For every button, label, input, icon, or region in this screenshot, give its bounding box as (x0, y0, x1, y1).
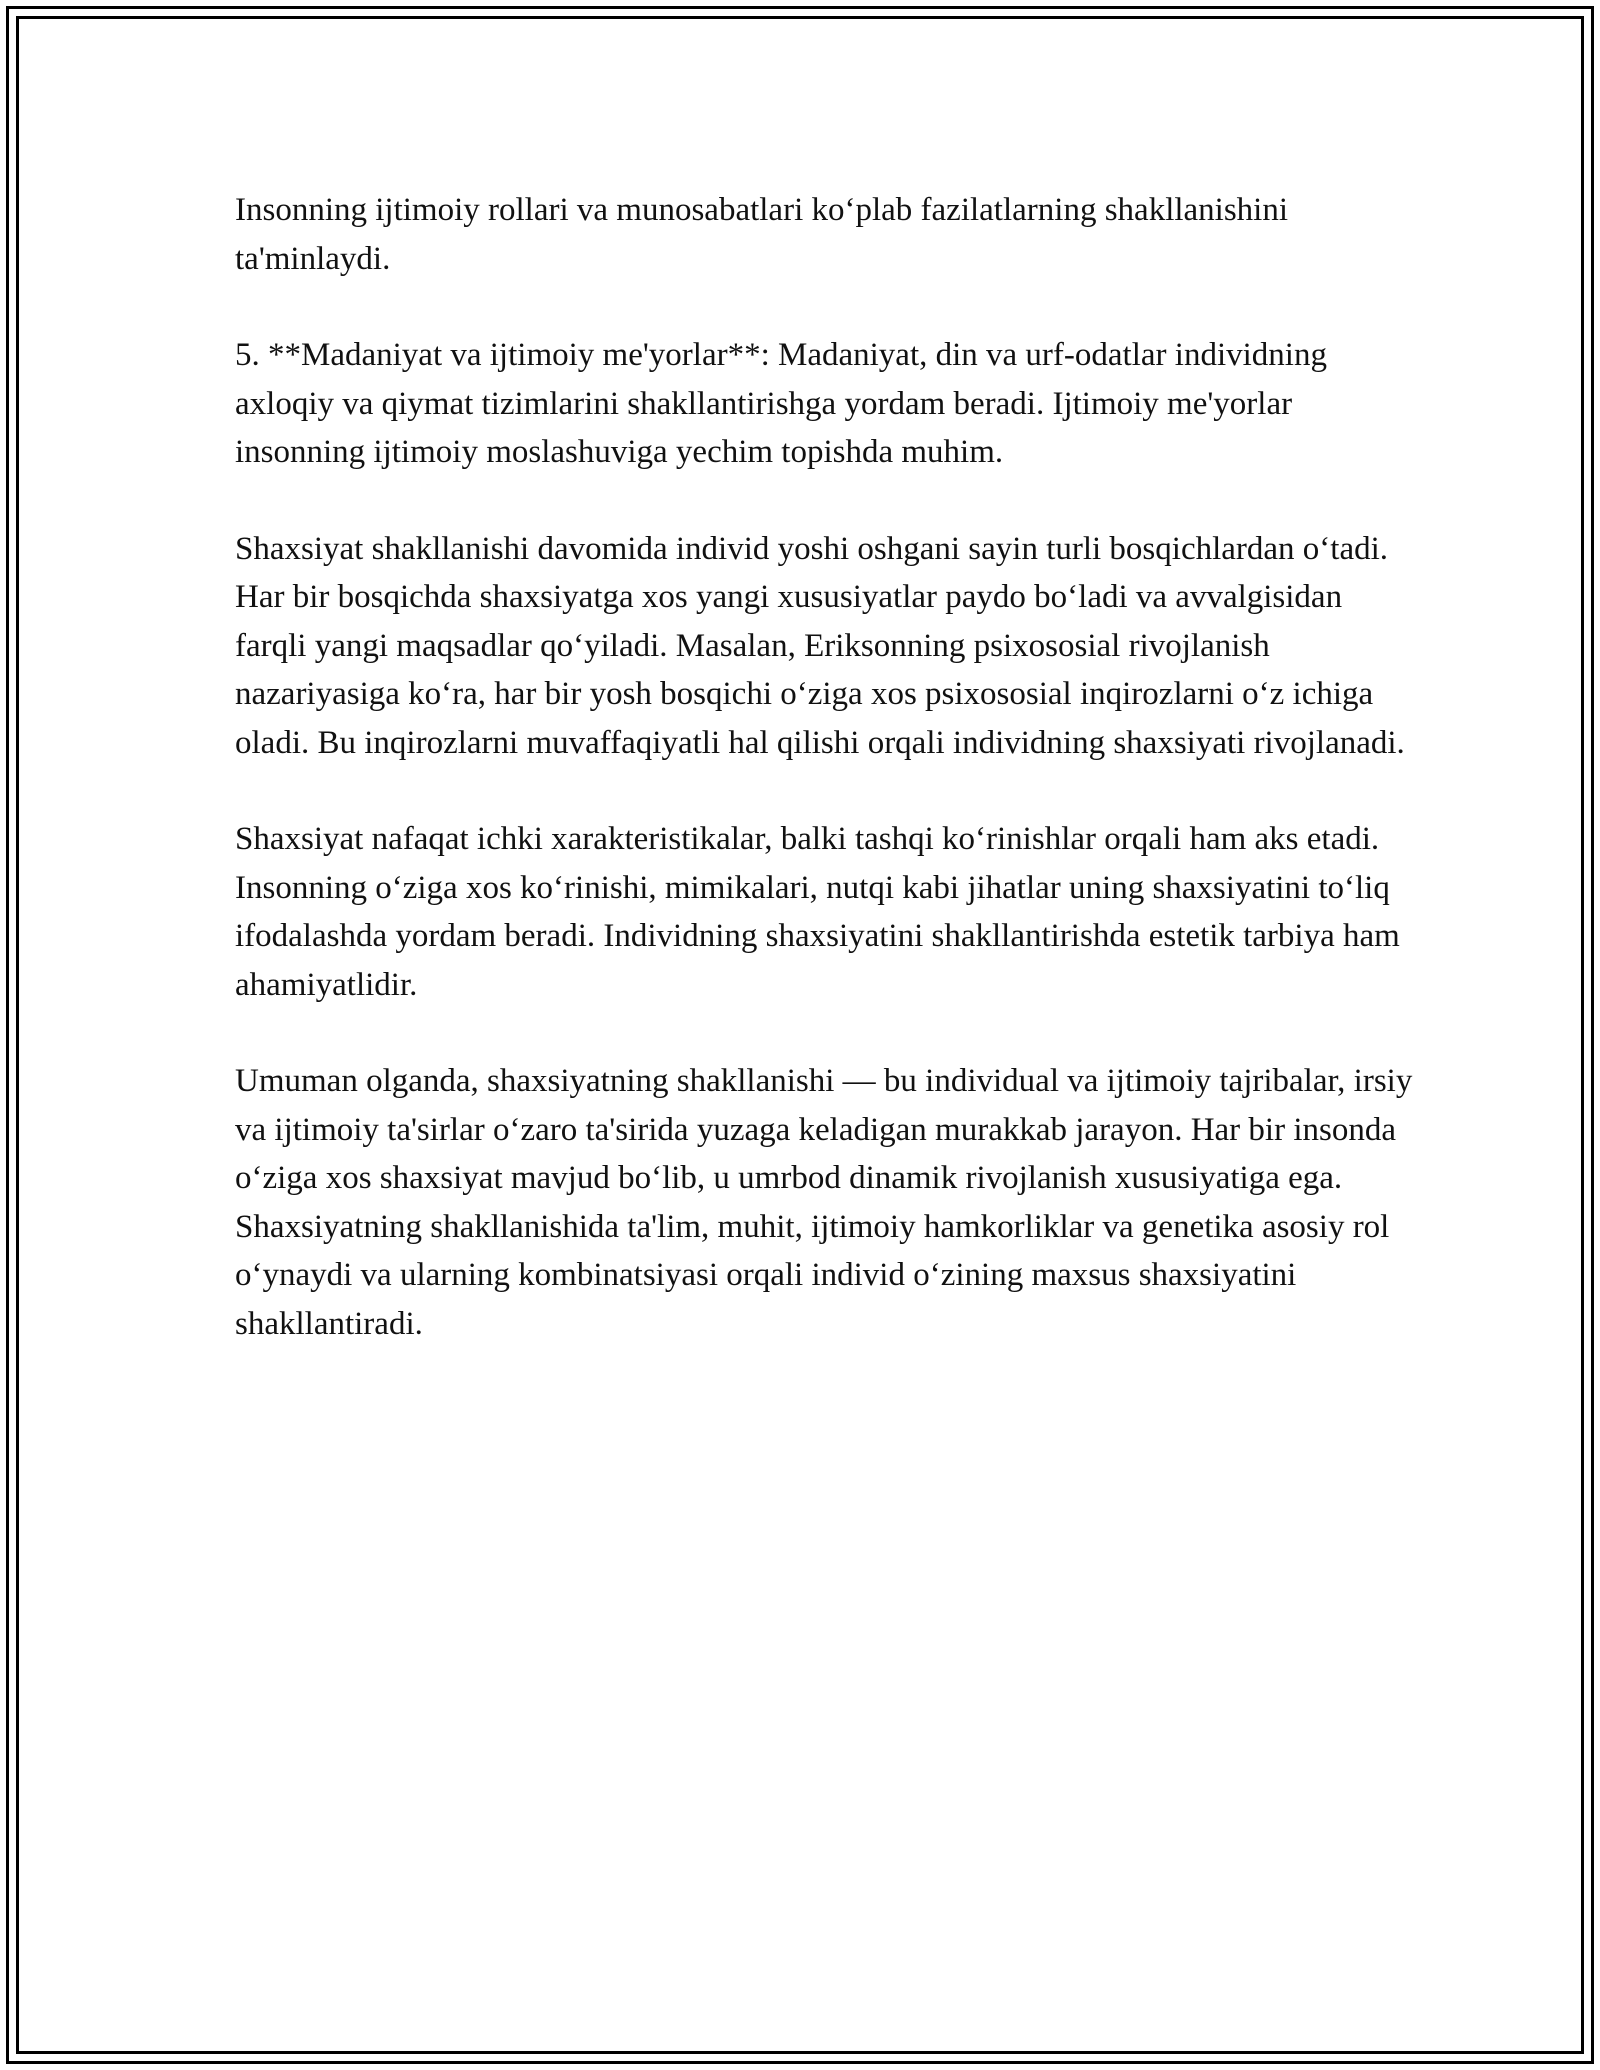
paragraph-roles: Insonning ijtimoiy rollari va munosabatlari ko‘plab fazilatlarning shakllanishini ta'minlaydi. (235, 192, 1289, 277)
document-body (235, 186, 1415, 1396)
paragraph-conclusion: Umuman olganda, shaxsiyatning shakllanishi — bu individual va ijtimoiy tajribalar, irsiy va ijtimoiy ta'sirlar o‘zaro ta'sirida yuzaga keladigan murakkab jarayon. Har bir insonda o‘ziga xos shaxsiyat mavjud bo‘lib, u umrbod dinamik rivojlanish xususiyatiga ega. Shaxsiyatning shakllanishida ta'lim, muhit, ijtimoiy hamkorliklar va genetika asosiy rol o‘ynaydi va ularning kombinatsiyasi orqali individ o‘zining maxsus shaxsiyatini shakllantiradi. (235, 1063, 1413, 1342)
paragraph-development-stages: Shaxsiyat shakllanishi davomida individ yoshi oshgani sayin turli bosqichlardan o‘tadi. Har bir bosqichda shaxsiyatga xos yangi xususiyatlar paydo bo‘ladi va avvalgisidan farqli yangi maqsadlar qo‘yiladi. Masalan, Eriksonning psixososial rivojlanish nazariyasiga ko‘ra, har bir yosh bosqichi o‘ziga xos psixososial inqirozlarni o‘z ichiga oladi. Bu inqirozlarni muvaffaqiyatli hal qilishi orqali individning shaxsiyati rivojlanadi. (235, 530, 1405, 761)
paragraph-external-expression: Shaxsiyat nafaqat ichki xarakteristikalar, balki tashqi ko‘rinishlar orqali ham aks etadi. Insonning o‘ziga xos ko‘rinishi, mimikalari, nutqi kabi jihatlar uning shaxsiyatini to‘liq ifodalashda yordam beradi. Individning shaxsiyatini shakllantirishda estetik tarbiya ham ahamiyatlidir. (235, 821, 1400, 1003)
paragraph-culture-norms: 5. **Madaniyat va ijtimoiy me'yorlar**: Madaniyat, din va urf-odatlar individning axloqiy va qiymat tizimlarini shakllantirishga yordam beradi. Ijtimoiy me'yorlar insonning ijtimoiy moslashuviga yechim topishda muhim. (235, 337, 1327, 470)
